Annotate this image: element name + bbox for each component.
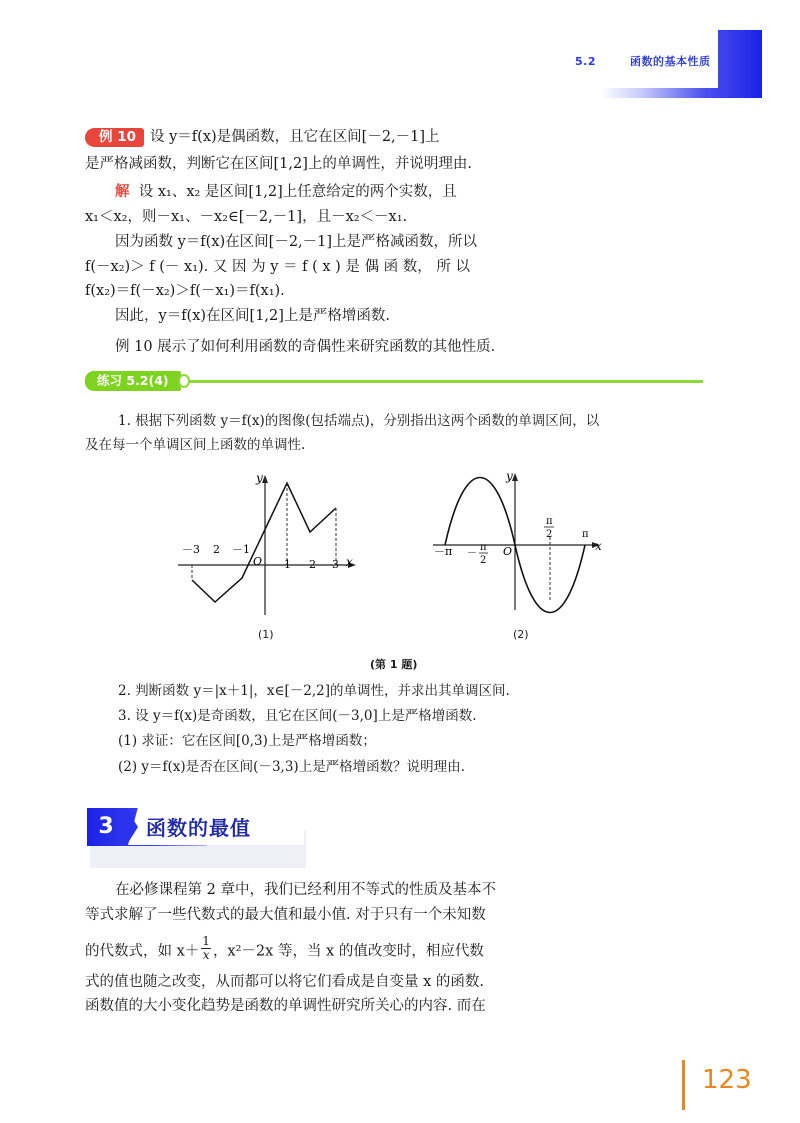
question-3-part-1: (1) 求证：它在区间[0,3)上是严格增函数； <box>118 733 376 749</box>
graph-2-caption: (2) <box>513 628 529 641</box>
graph-1-origin: O <box>253 555 263 568</box>
graph-2-tick-neg-half-num: π <box>480 542 487 553</box>
section-paragraph-line-1: 在必修课程第 2 章中，我们已经利用不等式的性质及基本不 <box>115 882 496 898</box>
graph-2-tick-neg-half-sign: － <box>467 548 477 559</box>
graph-1-tick-neg3: －3 <box>182 543 200 556</box>
example-line-1 <box>85 127 530 147</box>
page-number: 123 <box>702 1065 752 1095</box>
solution-line-6: 因此，y＝f(x)在区间[1,2]上是严格增函数. <box>115 308 391 324</box>
graph-2-y-label: y <box>506 469 513 483</box>
section-title: 函数的最值 <box>146 816 251 840</box>
graph-1-tick-neg1: －1 <box>232 543 250 556</box>
graph-2-y-arrow <box>512 473 518 481</box>
graph-1-tick-2: 2 <box>309 558 316 571</box>
question-3-part-2: (2) y＝f(x)是否在区间(－3,3)上是严格增函数？说明理由. <box>118 759 465 775</box>
question-3: 3. 设 y＝f(x)是奇函数，且它在区间(－3,0]上是严格增函数. <box>118 708 477 724</box>
question-1-line-1: 1. 根据下列函数 y＝f(x)的图像(包括端点)，分别指出这两个函数的单调区间，以 <box>118 413 600 429</box>
section-paragraph-line-5: 函数值的大小变化趋势是函数的单调性研究所关心的内容. 而在 <box>85 998 486 1014</box>
graph-1-tick-neg2: 2 <box>213 543 220 556</box>
section-paragraph-line-3b: ，x²－2x 等，当 x 的值改变时，相应代数 <box>212 943 484 960</box>
graph-1-tick-3: 3 <box>332 558 339 571</box>
practice-notch <box>178 374 190 388</box>
header-section-title: 函数的基本性质 <box>630 55 711 68</box>
graph-1-y-arrow <box>262 475 268 483</box>
fraction-numerator: 1 <box>202 934 210 948</box>
solution-line-2: x₁＜x₂，则－x₁、－x₂∈[－2,－1]，且－x₂＜－x₁. <box>85 209 408 225</box>
solution-line-3: 因为函数 y＝f(x)在区间[－2,－1]上是严格减函数，所以 <box>115 234 478 250</box>
example-tag: 例 10 <box>85 128 144 147</box>
page-number-rule <box>682 1060 685 1110</box>
solution-line-5: f(x₂)＝f(－x₂)＞f(－x₁)＝f(x₁). <box>85 283 285 299</box>
fraction <box>201 935 211 962</box>
graph-1-caption: (1) <box>258 628 274 641</box>
example-text-1: 设 y＝f(x)是偶函数，且它在区间[－2,－1]上 <box>150 129 440 145</box>
graph-2-origin: O <box>503 545 513 558</box>
question-2: 2. 判断函数 y＝|x＋1|，x∈[－2,2]的单调性，并求出其单调区间. <box>118 683 510 699</box>
solution-tag: 解 <box>115 184 130 200</box>
graph-2-tick-neg-pi: －π <box>434 545 453 558</box>
graph-2 <box>430 465 615 615</box>
header-section-number: 5.2 <box>575 55 596 68</box>
graph-1-tick-1: 1 <box>284 558 291 571</box>
section-paragraph-line-3 <box>85 934 484 965</box>
section-paragraph-line-2: 等式求解了一些代数式的最大值和最小值. 对于只有一个未知数 <box>85 907 486 923</box>
graph-2-tick-pi: π <box>582 529 589 540</box>
graph-2-tick-half-num: π <box>546 516 553 527</box>
graph-2-x-label: x <box>595 539 602 553</box>
running-header <box>575 53 711 69</box>
section-paragraph-line-4: 式的值也随之改变，从而都可以将它们看成是自变量 x 的函数. <box>85 974 485 990</box>
graph-1-y-label: y <box>256 471 263 485</box>
question-1-line-2: 及在每一个单调区间上函数的单调性. <box>85 437 306 453</box>
practice-rule <box>175 380 703 383</box>
graph-1-x-label: x <box>346 555 353 569</box>
section-number: 3 <box>98 814 114 839</box>
example-summary: 例 10 展示了如何利用函数的奇偶性来研究函数的其他性质. <box>115 339 496 355</box>
example-line-2: 是严格减函数，判断它在区间[1,2]上的单调性，并说明理由. <box>85 156 472 172</box>
graph-2-tick-half-den: 2 <box>546 529 553 540</box>
graph-2-tick-neg-half-den: 2 <box>480 555 487 566</box>
graph-1 <box>170 465 370 625</box>
section-paragraph-line-3a: 的代数式，如 x＋ <box>85 943 200 960</box>
figure-caption: (第 1 题) <box>370 658 418 671</box>
solution-line-1 <box>115 182 560 202</box>
solution-text-1: 设 x₁、x₂ 是区间[1,2]上任意给定的两个实数，且 <box>138 184 457 200</box>
practice-tag: 练习 5.2(4) <box>85 371 181 391</box>
fraction-denominator: x <box>202 948 210 962</box>
solution-line-4: f(－x₂)＞ f (－ x₁). 又 因 为 y ＝ f ( x ) 是 偶 函 数， 所 以 <box>85 259 470 275</box>
